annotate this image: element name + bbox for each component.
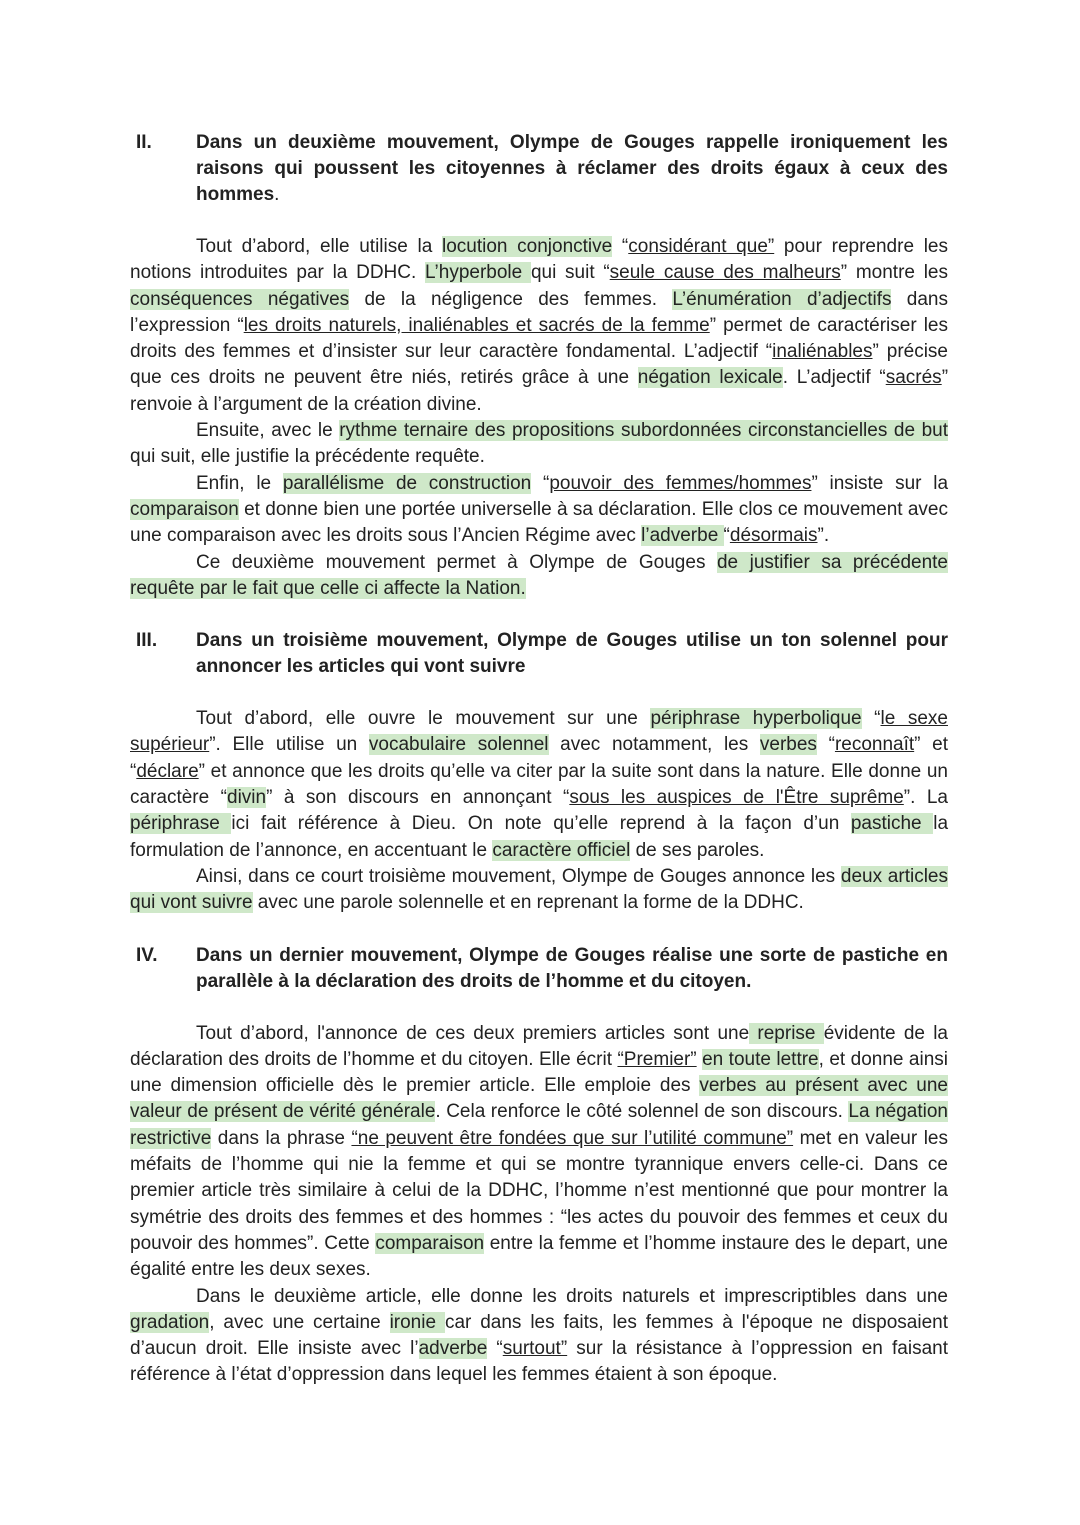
section-ii-heading: II. Dans un deuxième mouvement, Olympe de Gouges rappelle ironiquement les raisons qui poussent les citoyennes à réclamer des droits égaux à ceux des hommes.	[130, 130, 948, 208]
section-iv-title: Dans un dernier mouvement, Olympe de Gouges réalise une sorte de pastiche en parallèle à la déclaration des droits de l’homme et du citoyen.	[196, 944, 948, 992]
section-iii-paragraph-1: Tout d’abord, elle ouvre le mouvement sur une périphrase hyperbolique “le sexe supérieur”. Elle utilise un vocabulaire solennel avec notamment, les verbes “reconnaît” et “déclare” et annonce que les droits qu’elle va citer par la suite sont dans la nature. Elle donne un caractère “divin” à son discours en annonçant “sous les auspices de l'Être suprême”. La périphrase ici fait référence à Dieu. On note qu’elle reprend à la façon d’un pastiche la formulation de l’annonce, en accentuant le caractère officiel de ses paroles.	[130, 708, 949, 861]
section-iii-heading	[130, 628, 948, 680]
section-ii-paragraph-3: Enfin, le parallélisme de construction “pouvoir des femmes/hommes” insiste sur la comparaison et donne bien une portée universelle à sa déclaration. Elle clos ce mouvement avec une comparaison avec les droits sous l’Ancien Régime avec l’adverbe “désormais”.	[130, 472, 949, 547]
section-iv-paragraph-2: Dans le deuxième article, elle donne les droits naturels et imprescriptibles dans une gradation, avec une certaine ironie car dans les faits, les femmes à l'époque ne disposaient d’aucun droit. Elle insiste avec l’adverbe “surtout” sur la résistance à l’oppression en faisant référence à l’état d’oppression dans lequel les femmes étaient à son époque.	[130, 1285, 948, 1386]
section-ii-number: II.	[136, 132, 152, 153]
section-iii-number: III.	[136, 630, 158, 652]
section-iv-paragraph-1: Tout d’abord, l'annonce de ces deux premiers articles sont une reprise évidente de la déclaration des droits de l’homme et du citoyen. Elle écrit “Premier” en toute lettre, et donne ainsi une dimension officielle dès le premier article. Elle emploie des verbes au présent avec une valeur de présent de vérité générale. Cela renforce le côté solennel de son discours. La négation restrictive dans la phrase “ne peuvent être fondées que sur l’utilité commune” met en valeur les méfaits de l’homme qui nie la femme et qui se montre tyrannique envers celle-ci. Dans ce premier article très similaire à celui de la DDHC, l’homme n’est mentionné que pour montrer la symétrie des droits des femmes et des hommes : “les actes du pouvoir des femmes et ceux du pouvoir des hommes”. Cette comparaison entre la femme et l’homme instaure des le depart, une égalité entre les deux sexes.	[130, 1022, 948, 1281]
section-ii-paragraph-2: Ensuite, avec le rythme ternaire des propositions subordonnées circonstancielles de but qui suit, elle justifie la précédente requête.	[130, 420, 948, 468]
section-iii-paragraph-2: Ainsi, dans ce court troisième mouvement, Olympe de Gouges annonce les deux articles qui vont suivre avec une parole solennelle et en reprenant la forme de la DDHC.	[130, 865, 948, 914]
document-page	[130, 130, 948, 1389]
section-iii-title: Dans un troisième mouvement, Olympe de Gouges utilise un ton solennel pour annoncer les articles qui vont suivre	[196, 630, 948, 678]
section-ii-title: Dans un deuxième mouvement, Olympe de Gouges rappelle ironiquement les raisons qui poussent les citoyennes à réclamer des droits égaux à ceux des hommes	[196, 132, 948, 205]
section-ii-paragraph-1: Tout d’abord, elle utilise la locution conjonctive “considérant que” pour reprendre les notions introduites par la DDHC. L’hyperbole qui suit “seule cause des malheurs” montre les conséquences négatives de la négligence des femmes. L’énumération d’adjectifs dans l’expression “les droits naturels, inaliénables et sacrés de la femme” permet de caractériser les droits des femmes et d’insister sur leur caractère fondamental. L’adjectif “inaliénables” précise que ces droits ne peuvent être niés, retirés grâce à une négation lexicale. L’adjectif “sacrés” renvoie à l’argument de la création divine.	[130, 236, 949, 415]
section-iv-heading	[130, 943, 948, 995]
section-iv-number: IV.	[136, 944, 158, 966]
section-ii-paragraph-4: Ce deuxième mouvement permet à Olympe de Gouges de justifier sa précédente requête par le fait que celle ci affecte la Nation.	[130, 551, 948, 599]
